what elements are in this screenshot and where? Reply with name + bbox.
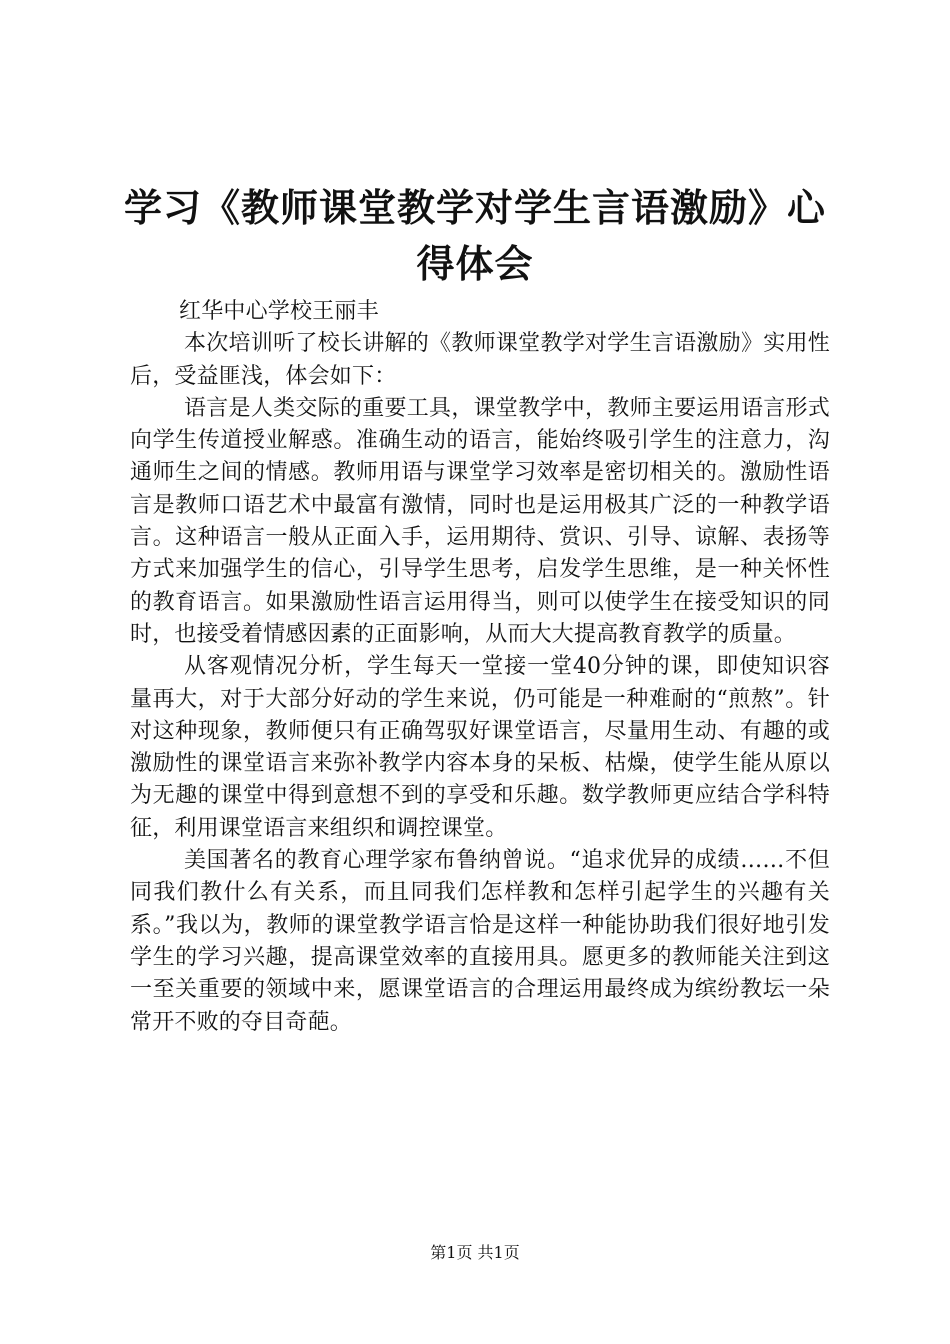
paragraph-analysis: 从客观情况分析，学生每天一堂接一堂40分钟的课，即使知识容量再大，对于大部分好动的学生来说，仍可能是一种难耐的“煎熬”。针对这种现象，教师便只有正确驾驭好课堂语言，尽量用生动、有趣的或激励性的课堂语言来弥补教学内容本身的呆板、枯燥，使学生能从原以为无趣的课堂中得到意想不到的享受和乐趣。数学教师更应结合学科特征，利用课堂语言来组织和调控课堂。 [130, 654, 830, 841]
paragraph-intro: 本次培训听了校长讲解的《教师课堂教学对学生言语激励》实用性后，受益匪浅，体会如下： [130, 331, 830, 389]
paragraph-language: 语言是人类交际的重要工具，课堂教学中，教师主要运用语言形式向学生传道授业解惑。准确生动的语言，能始终吸引学生的注意力，沟通师生之间的情感。教师用语与课堂学习效率是密切相关的。激励性语言是教师口语艺术中最富有激情，同时也是运用极其广泛的一种教学语言。这种语言一般从正面入手，运用期待、赏识、引导、谅解、表扬等方式来加强学生的信心，引导学生思考，启发学生思维，是一种关怀性的教育语言。如果激励性语言运用得当，则可以使学生在接受知识的同时，也接受着情感因素的正面影响，从而大大提高教育教学的质量。 [130, 395, 830, 647]
paragraph-bruner: 美国著名的教育心理学家布鲁纳曾说。“追求优异的成绩……不但同我们教什么有关系，而且同我们怎样教和怎样引起学生的兴趣有关系。”我以为，教师的课堂教学语言恰是这样一种能协助我们很好地引发学生的学习兴趣，提高课堂效率的直接用具。愿更多的教师能关注到这一至关重要的领域中来，愿课堂语言的合理运用最终成为缤纷教坛一朵常开不败的夺目奇葩。 [130, 848, 830, 1035]
document-title: 学习《教师课堂教学对学生言语激励》心得体会 [123, 185, 826, 286]
document-body [130, 296, 830, 1039]
page-footer: 第1页 共1页 [430, 1243, 520, 1262]
author-line: 红华中心学校王丽丰 [179, 299, 379, 324]
